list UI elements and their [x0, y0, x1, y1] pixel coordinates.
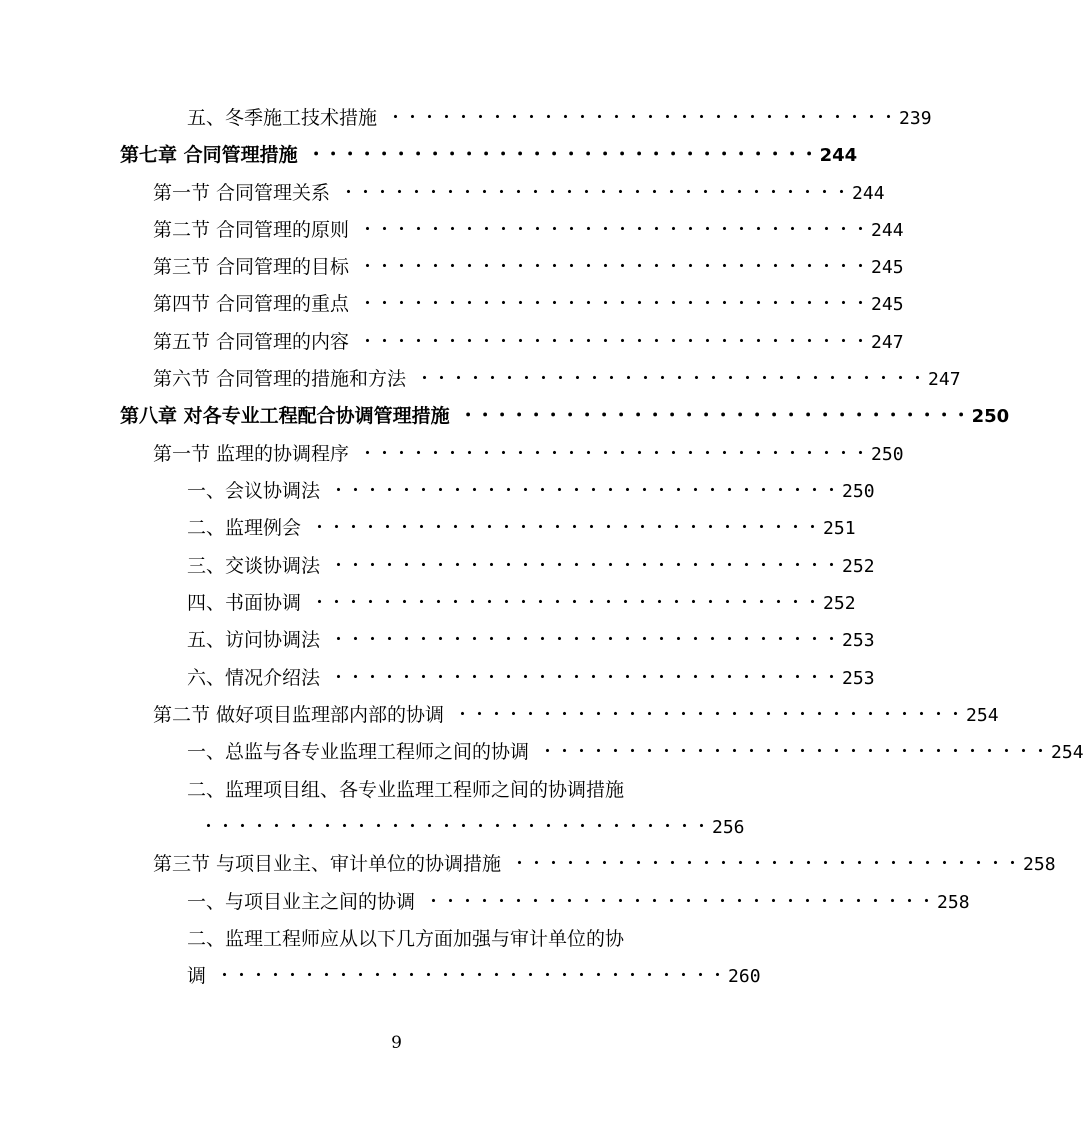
leader-dots: ・・・・・・・・・・・・・・・・・・・・・・・・・・・・・・	[511, 854, 1022, 874]
toc-entry-page: 247	[928, 369, 961, 390]
toc-entry-page: 258	[937, 892, 970, 913]
leader-dots: ・・・・・・・・・・・・・・・・・・・・・・・・・・・・・・	[340, 183, 851, 203]
leader-dots: ・・・・・・・・・・・・・・・・・・・・・・・・・・・・・・	[200, 817, 710, 837]
toc-entry-label: 一、会议协调法	[187, 480, 321, 502]
leader-dots: ・・・・・・・・・・・・・・・・・・・・・・・・・・・・・・	[330, 481, 841, 501]
leader-dots: ・・・・・・・・・・・・・・・・・・・・・・・・・・・・・・	[416, 369, 927, 389]
leader-dots: ・・・・・・・・・・・・・・・・・・・・・・・・・・・・・・	[330, 668, 841, 688]
toc-entry-label: 三、交谈协调法	[187, 555, 321, 577]
toc-entry-page: 254	[1051, 742, 1084, 763]
toc-entry-page: 250	[842, 481, 875, 502]
toc-entry-page: 252	[842, 556, 875, 577]
toc-entry-label: 五、冬季施工技术措施	[187, 107, 378, 129]
toc-entry-continuation-label: 调	[187, 965, 207, 987]
toc-entry-label: 第四节 合同管理的重点	[153, 293, 350, 315]
toc-entry[interactable]	[153, 436, 904, 473]
leader-dots: ・・・・・・・・・・・・・・・・・・・・・・・・・・・・・・	[216, 966, 727, 986]
toc-entry[interactable]	[153, 361, 961, 398]
toc-entry[interactable]	[187, 473, 875, 510]
toc-chapter[interactable]	[120, 137, 858, 174]
toc-entry[interactable]	[153, 212, 904, 249]
toc-entry-page: 239	[899, 108, 932, 129]
toc-entry-page: 254	[966, 705, 999, 726]
toc-entry-label: 一、总监与各专业监理工程师之间的协调	[187, 741, 530, 763]
toc-entry[interactable]	[187, 884, 970, 921]
toc-entry-page: 244	[819, 145, 858, 166]
leader-dots: ・・・・・・・・・・・・・・・・・・・・・・・・・・・・・・	[311, 518, 822, 538]
toc-entry[interactable]	[153, 286, 904, 323]
leader-dots: ・・・・・・・・・・・・・・・・・・・・・・・・・・・・・・	[459, 406, 970, 426]
toc-entry-page: 244	[852, 183, 885, 204]
leader-dots: ・・・・・・・・・・・・・・・・・・・・・・・・・・・・・・	[307, 145, 818, 165]
toc-entry[interactable]	[187, 734, 1084, 771]
toc-entry-label: 第三节 合同管理的目标	[153, 256, 350, 278]
toc-entry-page: 253	[842, 668, 875, 689]
toc-entry-continuation[interactable]	[200, 809, 745, 846]
leader-dots: ・・・・・・・・・・・・・・・・・・・・・・・・・・・・・・	[330, 556, 841, 576]
leader-dots: ・・・・・・・・・・・・・・・・・・・・・・・・・・・・・・	[425, 892, 936, 912]
toc-entry-page: 251	[823, 518, 856, 539]
leader-dots: ・・・・・・・・・・・・・・・・・・・・・・・・・・・・・・	[311, 593, 822, 613]
leader-dots: ・・・・・・・・・・・・・・・・・・・・・・・・・・・・・・	[359, 444, 870, 464]
toc-entry[interactable]	[187, 548, 875, 585]
toc-entry-wrapped[interactable]	[187, 921, 673, 958]
toc-entry-label: 二、监理例会	[187, 517, 302, 539]
leader-dots: ・・・・・・・・・・・・・・・・・・・・・・・・・・・・・・	[359, 257, 870, 277]
toc-entry[interactable]	[187, 622, 875, 659]
toc-entry[interactable]	[187, 660, 875, 697]
toc-entry-page: 244	[871, 220, 904, 241]
toc-entry-label: 第五节 合同管理的内容	[153, 331, 350, 353]
toc-entry-label: 第二节 合同管理的原则	[153, 219, 350, 241]
toc-entry-label: 第八章 对各专业工程配合协调管理措施	[120, 405, 450, 427]
toc-entry-label: 第一节 监理的协调程序	[153, 443, 350, 465]
toc-entry-wrapped[interactable]	[187, 772, 673, 809]
page-number: 9	[391, 1033, 402, 1053]
leader-dots: ・・・・・・・・・・・・・・・・・・・・・・・・・・・・・・	[359, 294, 870, 314]
toc-entry-page: 256	[712, 817, 745, 838]
toc-entry[interactable]	[187, 510, 856, 547]
leader-dots: ・・・・・・・・・・・・・・・・・・・・・・・・・・・・・・	[539, 742, 1050, 762]
toc-entry[interactable]	[153, 175, 885, 212]
toc-entry-continuation[interactable]	[187, 958, 761, 995]
toc-entry-page: 250	[871, 444, 904, 465]
toc-entry-label: 六、情况介绍法	[187, 667, 321, 689]
toc-entry-label: 第二节 做好项目监理部内部的协调	[153, 704, 445, 726]
leader-dots: ・・・・・・・・・・・・・・・・・・・・・・・・・・・・・・	[454, 705, 965, 725]
toc-entry-page: 252	[823, 593, 856, 614]
toc-entry[interactable]	[187, 100, 932, 137]
toc-entry-label: 二、监理项目组、各专业监理工程师之间的协调措施	[187, 779, 625, 801]
leader-dots: ・・・・・・・・・・・・・・・・・・・・・・・・・・・・・・	[330, 630, 841, 650]
leader-dots: ・・・・・・・・・・・・・・・・・・・・・・・・・・・・・・	[387, 108, 898, 128]
toc-entry-label: 第三节 与项目业主、审计单位的协调措施	[153, 853, 502, 875]
toc-entry-label: 二、监理工程师应从以下几方面加强与审计单位的协	[187, 928, 625, 950]
toc-entry-label: 第六节 合同管理的措施和方法	[153, 368, 407, 390]
leader-dots: ・・・・・・・・・・・・・・・・・・・・・・・・・・・・・・	[359, 220, 870, 240]
toc-entry-page: 247	[871, 332, 904, 353]
toc-entry-label: 第一节 合同管理关系	[153, 182, 331, 204]
toc-entry[interactable]	[153, 697, 999, 734]
toc-entry[interactable]	[153, 249, 904, 286]
toc-chapter[interactable]	[120, 398, 1010, 435]
toc-entry[interactable]	[187, 585, 856, 622]
toc-entry[interactable]	[153, 324, 904, 361]
toc-entry[interactable]	[153, 846, 1056, 883]
toc-entry-label: 一、与项目业主之间的协调	[187, 891, 416, 913]
toc-entry-label: 五、访问协调法	[187, 629, 321, 651]
toc-entry-page: 250	[971, 406, 1010, 427]
toc-entry-page: 245	[871, 257, 904, 278]
toc-entry-page: 245	[871, 294, 904, 315]
toc-entry-page: 258	[1023, 854, 1056, 875]
toc-entry-page: 260	[728, 966, 761, 987]
toc-entry-label: 第七章 合同管理措施	[120, 144, 298, 166]
toc-entry-label: 四、书面协调	[187, 592, 302, 614]
toc-entry-page: 253	[842, 630, 875, 651]
leader-dots: ・・・・・・・・・・・・・・・・・・・・・・・・・・・・・・	[359, 332, 870, 352]
